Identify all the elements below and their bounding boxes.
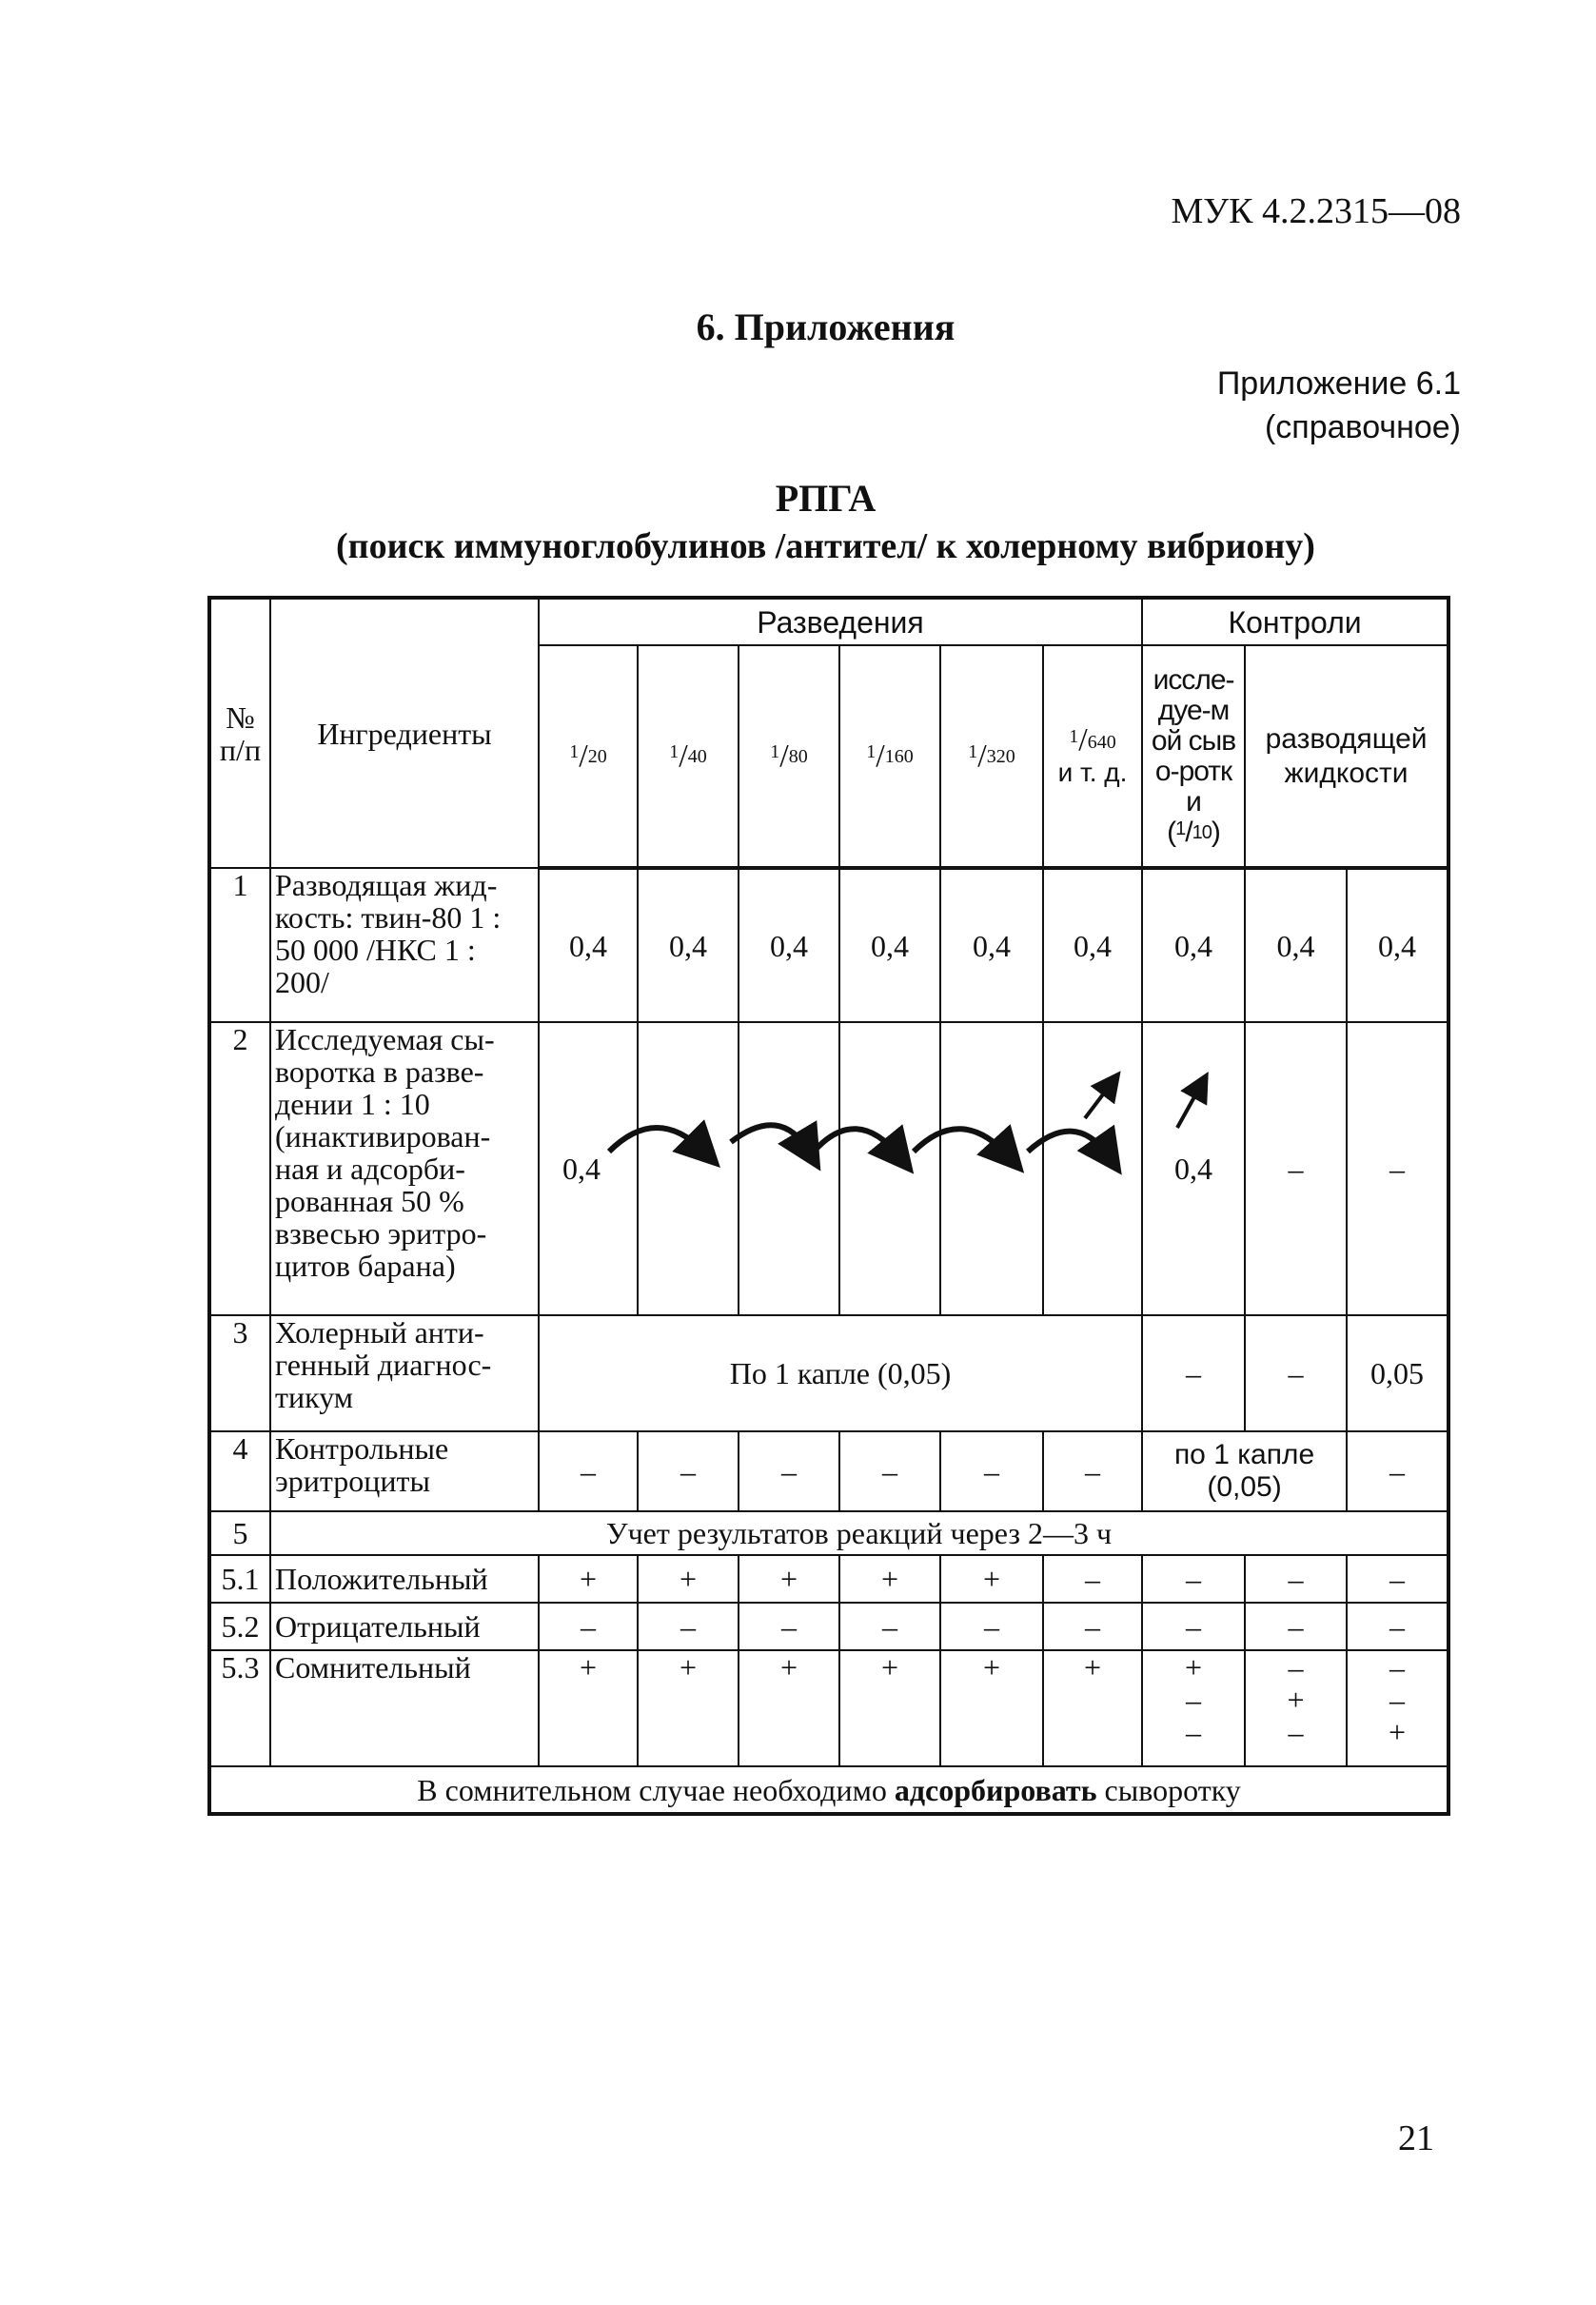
row-4-cell: – — [1043, 1431, 1142, 1511]
row-2-cell — [1043, 1022, 1142, 1315]
row-5-3-num: 5.3 — [209, 1650, 270, 1766]
row-5-2-cell: – — [940, 1603, 1043, 1650]
row-1-cell: 0,4 — [638, 868, 739, 1022]
row-1-cell: 0,4 — [1043, 868, 1142, 1022]
row-5-num: 5 — [209, 1511, 270, 1555]
row-1-num: 1 — [209, 868, 270, 1022]
row-5-3-cell: + — [940, 1650, 1043, 1766]
dilution-header-160: $^1$/160 — [839, 645, 940, 868]
row-1-cell: 0,4 — [1347, 868, 1448, 1022]
row-5-3-cell: + — [539, 1650, 638, 1766]
row-2-cell — [839, 1022, 940, 1315]
dilution-header-40: $^1$/40 — [638, 645, 739, 868]
row-1-cell: 0,4 — [940, 868, 1043, 1022]
row-5-2-cell: – — [539, 1603, 638, 1650]
row-5-1-cell: – — [1142, 1555, 1245, 1603]
header-ingredients: Ингредиенты — [270, 598, 539, 868]
row-5-2-cell: – — [638, 1603, 739, 1650]
row-2-cell — [638, 1022, 739, 1315]
row-5-1-cell: – — [1245, 1555, 1347, 1603]
row-4-control-span: по 1 капле (0,05) — [1142, 1431, 1347, 1511]
document-code: МУК 4.2.2315—08 — [1171, 191, 1461, 231]
row-1-name: Разводящая жид-кость: твин-80 1 : 50 000 /НКС 1 : 200/ — [270, 868, 539, 1022]
appendix-number: Приложение 6.1 — [1216, 365, 1461, 402]
row-4-num: 4 — [209, 1431, 270, 1511]
row-5-3-cell: + — [739, 1650, 839, 1766]
dilution-header-320: $^1$/320 — [940, 645, 1043, 868]
row-4-cell: – — [940, 1431, 1043, 1511]
appendix-note: (справочное) — [1264, 409, 1461, 445]
row-2-name: Исследуемая сы-воротка в разве-дении 1 : 10 (инактивирован-ная и адсорби-рованная 50 % взвесью эритро-цитов барана) — [270, 1022, 539, 1315]
row-5-2-name: Отрицательный — [270, 1603, 539, 1650]
row-4-cell: – — [1347, 1431, 1448, 1511]
row-2-first-value: 0,4 — [539, 1022, 638, 1315]
row-5-1-cell: + — [539, 1555, 638, 1603]
row-2-cell: – — [1347, 1022, 1448, 1315]
rpga-table — [207, 596, 1450, 1816]
row-5-2-cell: – — [839, 1603, 940, 1650]
control-serum-header: иссле-дуе-мой сыво-ротки ($^1$/10) — [1142, 645, 1245, 868]
header-controls: Контроли — [1142, 598, 1448, 645]
row-5-1-cell: + — [940, 1555, 1043, 1603]
appendix-label — [1217, 362, 1461, 449]
row-5-3-name: Сомнительный — [270, 1650, 539, 1766]
dilution-header-640: $^1$/640 и т. д. — [1043, 645, 1142, 868]
header-num: № п/п — [209, 598, 270, 868]
row-5-1-cell: + — [839, 1555, 940, 1603]
row-3-name: Холерный анти-генный диагнос-тикум — [270, 1315, 539, 1431]
header-dilutions: Разведения — [539, 598, 1142, 645]
row-2-cell — [739, 1022, 839, 1315]
row-5-2-cell: – — [1142, 1603, 1245, 1650]
row-3-cell: – — [1142, 1315, 1245, 1431]
row-1-cell: 0,4 — [839, 868, 940, 1022]
row-3-num: 3 — [209, 1315, 270, 1431]
row-5-span: Учет результатов реакций через 2—3 ч — [270, 1511, 1448, 1555]
page-number: 21 — [1398, 2118, 1434, 2158]
row-2-control-value: 0,4 — [1142, 1022, 1245, 1315]
row-4-cell: – — [839, 1431, 940, 1511]
row-5-1-cell: – — [1043, 1555, 1142, 1603]
row-4-cell: – — [539, 1431, 638, 1511]
row-3-cell: – — [1245, 1315, 1347, 1431]
table-footer-note: В сомнительном случае необходимо адсорбировать сыворотку — [209, 1766, 1448, 1814]
dilution-header-80: $^1$/80 — [739, 645, 839, 868]
table-title: РПГА — [775, 477, 877, 520]
row-5-3-control-serum: + – – — [1142, 1650, 1245, 1766]
row-5-3-cell: + — [638, 1650, 739, 1766]
row-5-2-cell: – — [1347, 1603, 1448, 1650]
row-5-2-cell: – — [1043, 1603, 1142, 1650]
section-title: 6. Приложения — [696, 305, 956, 348]
row-4-name: Контрольные эритроциты — [270, 1431, 539, 1511]
row-5-1-cell: + — [638, 1555, 739, 1603]
dilution-header-20: $^1$/20 — [539, 645, 638, 868]
row-5-3-control-diluent: – + – — [1245, 1650, 1347, 1766]
row-4-cell: – — [739, 1431, 839, 1511]
row-5-2-cell: – — [739, 1603, 839, 1650]
row-4-cell: – — [638, 1431, 739, 1511]
row-5-1-cell: – — [1347, 1555, 1448, 1603]
table-subtitle: (поиск иммуноглобулинов /антител/ к холерному вибриону) — [336, 526, 1315, 566]
row-3-cell: 0,05 — [1347, 1315, 1448, 1431]
row-5-3-control-antigen: – – + — [1347, 1650, 1448, 1766]
control-diluent-header: разводящей жидкости — [1245, 645, 1448, 868]
row-2-cell: – — [1245, 1022, 1347, 1315]
row-2-cell — [940, 1022, 1043, 1315]
row-1-cell: 0,4 — [1142, 868, 1245, 1022]
row-2-num: 2 — [209, 1022, 270, 1315]
row-5-3-cell: + — [839, 1650, 940, 1766]
row-5-1-name: Положительный — [270, 1555, 539, 1603]
row-5-1-num: 5.1 — [209, 1555, 270, 1603]
row-5-2-num: 5.2 — [209, 1603, 270, 1650]
row-5-1-cell: + — [739, 1555, 839, 1603]
row-1-cell: 0,4 — [1245, 868, 1347, 1022]
row-5-2-cell: – — [1245, 1603, 1347, 1650]
row-1-cell: 0,4 — [539, 868, 638, 1022]
row-5-3-cell: + — [1043, 1650, 1142, 1766]
row-1-cell: 0,4 — [739, 868, 839, 1022]
row-3-span: По 1 капле (0,05) — [539, 1315, 1142, 1431]
